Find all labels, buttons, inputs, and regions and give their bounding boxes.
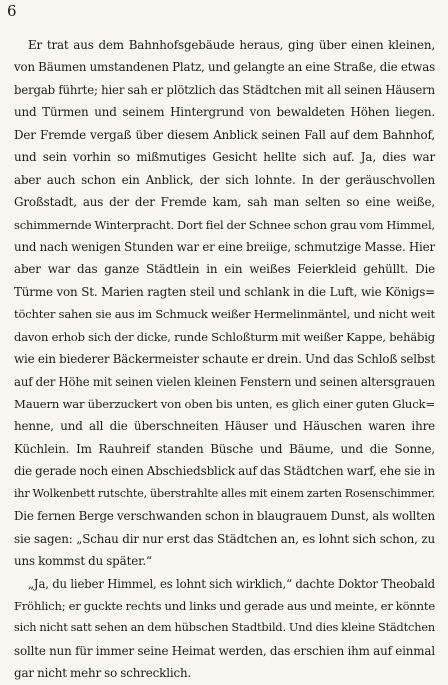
text-line: uns kommst du später.“ xyxy=(14,554,152,569)
text-line: aber war das ganze Städtlein in ein weißes Feierkleid gehüllt. Die xyxy=(14,262,435,277)
text-line: schimmernde Winterpracht. Dort fiel der Schnee schon grau vom Himmel, xyxy=(14,217,435,232)
text-line: sollte nun für immer seine Heimat werden, das erschien ihm auf einmal xyxy=(14,643,435,658)
text-line: Türme von St. Marien ragten steil und schlank in die Luft, wie Königs= xyxy=(14,284,435,299)
text-line: und nach wenigen Stunden war er eine breiige, schmutzige Masse. Hier xyxy=(14,239,435,254)
text-line: sie sagen: „Schau dir nur erst das Städtchen an, es lohnt sich schon, zu xyxy=(14,531,435,546)
text-line: henne, und all die überschneiten Häuser und Häuschen waren ihre xyxy=(14,419,435,434)
text-line: von Bäumen umstandenen Platz, und gelangte an eine Straße, die etwas xyxy=(14,60,435,75)
text-line: auf der Höhe mit seinen vielen kleinen Fenstern und seinen altersgrauen xyxy=(14,374,435,389)
text-line: die gerade noch einen Abschiedsblick auf das Städtchen warf, ehe sie in xyxy=(14,464,435,479)
text-line: wie ein biederer Bäckermeister schaute er drein. Und das Schloß selbst xyxy=(14,352,435,367)
text-line: und sein vorhin so mißmutiges Gesicht hellte sich auf. Ja, dies war xyxy=(14,150,435,165)
text-line: Mauern war überzuckert von oben bis unten, es glich einer guten Gluck= xyxy=(14,397,435,411)
text-line: und Türmen und seinem Hintergrund von bewaldeten Höhen liegen. xyxy=(14,105,435,120)
text-line: gar nicht mehr so schrecklich. xyxy=(14,666,192,681)
text-line: ihr Wolkenbett rutschte, überstrahlte alles mit einem zarten Rosenschimmer. xyxy=(14,486,435,500)
text-line: Er trat aus dem Bahnhofsgebäude heraus, ging über einen kleinen, xyxy=(28,38,435,52)
text-line: bergab führte; hier sah er plötzlich das Städtchen mit all seinen Häusern xyxy=(14,82,435,97)
text-line: Die fernen Berge verschwanden schon in blaugrauem Dunst, als wollten xyxy=(14,509,435,524)
text-line: Der Fremde vergaß über diesem Anblick seinen Fall auf dem Bahnhof, xyxy=(14,127,435,142)
text-line: „Ja, du lieber Himmel, es lohnt sich wirklich,“ dachte Doktor Theobald xyxy=(28,576,435,591)
text-line: Großstadt, aus der der Fremde kam, sah man selten so eine weiße, xyxy=(14,195,435,210)
body-text xyxy=(14,34,435,685)
page-number: 6 xyxy=(7,2,17,20)
text-line: sich nicht satt sehen an dem hübschen Stadtbild. Und dies kleine Städtchen xyxy=(14,621,435,635)
text-line: Fröhlich; er guckte rechts und links und gerade aus und meinte, er könnte xyxy=(14,598,435,613)
text-line: davon erhob sich der dicke, runde Schloßturm mit weißer Kappe, behäbig xyxy=(14,329,435,344)
text-line: Küchlein. Im Rauhreif standen Büsche und Bäume, und die Sonne, xyxy=(14,441,435,456)
text-line: töchter sahen sie aus im Schmuck weißer Hermelinmäntel, und nicht weit xyxy=(14,307,435,322)
text-line: aber auch schon ein Anblick, der sich lohnte. In der geräuschvollen xyxy=(14,172,435,187)
